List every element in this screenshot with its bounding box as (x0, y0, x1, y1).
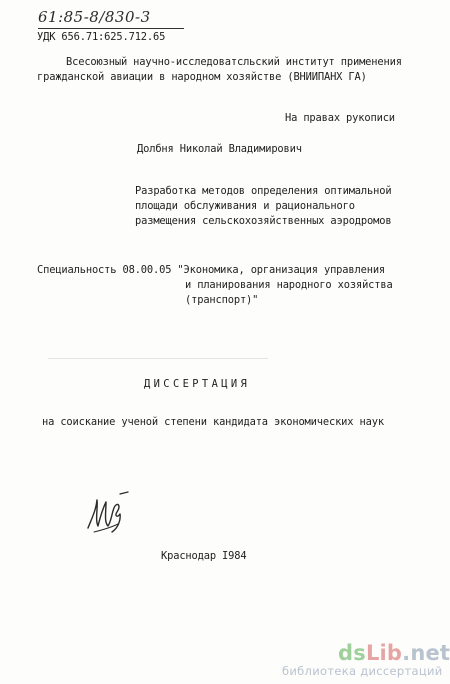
dissertation-title-line-3: размещения сельскохозяйственных аэродромов (135, 215, 392, 227)
watermark-subtitle: библиотека диссертаций (282, 664, 443, 678)
dissertation-title-line-2: площади обслуживания и рационального (135, 200, 355, 212)
signature (84, 488, 132, 538)
institute-line-1: Всесоюзный научно-исследоватсльский институт применения (66, 56, 402, 68)
specialty-line-2: и планирования народного хозяйства (185, 279, 393, 291)
specialty-line-1: Специальность 08.00.05 "Экономика, организация управления (37, 264, 386, 276)
author-name: Долбня Николай Владимирович (137, 143, 302, 155)
manuscript-rights-note: На правах рукописи (285, 112, 395, 124)
dissertation-heading: ДИССЕРТАЦИЯ (144, 378, 251, 390)
handwritten-underline (38, 28, 184, 29)
city-year: Краснодар I984 (161, 550, 247, 562)
dissertation-title-line-1: Разработка методов определения оптимальной (135, 185, 392, 197)
watermark-ds: ds (338, 641, 366, 665)
specialty-line-3: (транспорт)" (185, 294, 259, 306)
handwritten-catalog-number: 61:85-8/830-3 (38, 8, 151, 26)
scan-artifact-line (48, 358, 268, 359)
institute-line-2: гражданской авиации в народном хозяйстве (ВНИИПАНХ ГА) (37, 71, 367, 83)
watermark-net: .net (402, 641, 450, 665)
watermark-logo (338, 641, 450, 665)
watermark-lib: Lib (365, 641, 403, 665)
udk-code: УДК 656.71:625.712.65 (37, 31, 166, 43)
degree-statement: на соискание ученой степени кандидата экономических наук (42, 416, 384, 428)
